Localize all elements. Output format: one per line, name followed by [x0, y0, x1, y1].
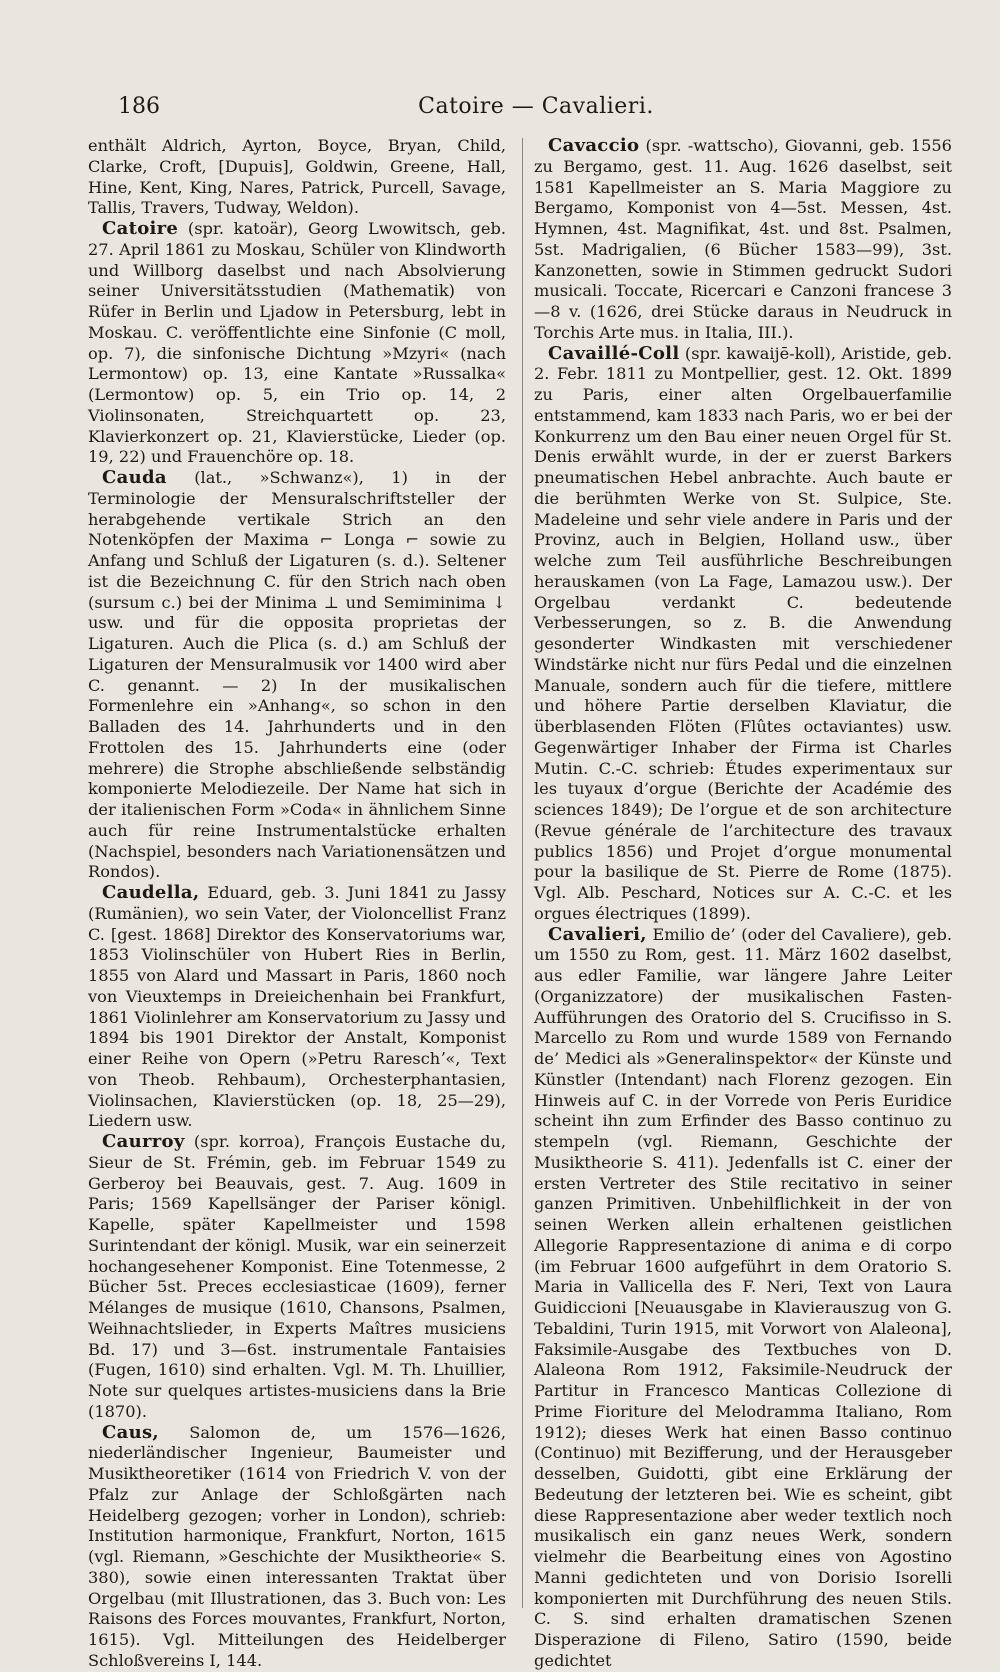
- entry-text: enthält Aldrich, Ayrton, Boyce, Bryan, Child, Clarke, Croft, [Dupuis], Goldwin, Greene, Hall, Hine, Kent, King, Nares, Patrick, Purcell, Savage, Tallis, Travers, Tudway, Weldon).: [88, 136, 506, 218]
- page-number: 186: [118, 94, 160, 119]
- entry-text: Eduard, geb. 3. Juni 1841 zu Jassy (Rumänien), wo sein Vater, der Violoncellist Franz C. [gest. 1868] Direktor des Konservatoriums war, 1853 Violinschüler von Hubert Ries in Berlin, 1855 von Alard und Massart in Paris, 1860 noch von Vieuxtemps in Dreieichenhain bei Frankfurt, 1861 Violinlehrer am Konservatorium zu Jassy und 1894 bis 1901 Direktor der Anstalt, Komponist einer Reihe von Opern (»Petru Rareschʼ«, Text von Theob. Rehbaum), Orchesterphantasien, Violinsachen, Klavierstücken (op. 18, 25—29), Liedern usw.: [88, 883, 506, 1131]
- headword: Cavaccio: [548, 135, 640, 156]
- column-rule: [522, 138, 523, 1608]
- entry-cavalieri: [534, 925, 952, 1672]
- entry-continuation: [88, 136, 506, 219]
- headword: Caus,: [102, 1421, 159, 1443]
- entry-text: (spr. korroa), François Eustache du, Sieur de St. Frémin, geb. im Februar 1549 zu Gerberoy bei Beauvais, gest. 7. Aug. 1609 in Paris; 1569 Kapellsänger der Pariser königl. Kapelle, später Kapellmeister und 1598 Surintendant der königl. Musik, war ein seinerzeit hochangesehener Komponist. Eine Totenmesse, 2 Bücher 5st. Preces ecclesiasticae (1609), ferner Mélanges de musique (1610, Chansons, Psalmen, Weihnachtslieder, in Experts Maîtres musiciens Bd. 17) und 3—6st. instrumentale Fantaisies (Fugen, 1610) sind erhalten. Vgl. M. Th. Lhuillier, Note sur quelques artistes-musiciens dans la Brie (1870).: [88, 1132, 506, 1421]
- entry-caurroy: [88, 1132, 506, 1423]
- headword: Cavalieri,: [548, 923, 647, 945]
- entry-cavaille-coll: [534, 344, 952, 925]
- left-column: [88, 136, 506, 1670]
- page-header: [118, 94, 954, 128]
- entry-text: (spr. katoär), Georg Lwowitsch, geb. 27. April 1861 zu Moskau, Schüler von Klindworth und Willborg daselbst und nach Absolvierung seiner Universitätsstudien (Mathematik) von Rüfer in Berlin und Ljadow in Petersburg, lebt in Moskau. C. veröffentlichte eine Sinfonie (C moll, op. 7), die sinfonische Dichtung »Mzyri« (nach Lermontow) op. 13, eine Kantate »Russalka« (Lermontow) op. 5, ein Trio op. 14, 2 Violinsonaten, Streichquartett op. 23, Klavierkonzert op. 21, Klavierstücke, Lieder (op. 19, 22) und Frauenchöre op. 18.: [88, 219, 506, 467]
- headword: Cavaillé-Coll: [548, 342, 680, 364]
- entry-caudella: [88, 883, 506, 1132]
- entry-text: (spr. kawaijē-koll), Aristide, geb. 2. Febr. 1811 zu Montpellier, gest. 12. Okt. 1899 zu Paris, einer alten Orgelbauerfamilie entstammend, kam 1833 nach Paris, wo er bei der Konkurrenz um den Bau einer neuen Orgel für St. Denis erwählt wurde, in der er zuerst Barkers pneumatischen Hebel anbrachte. Auch baute er die berühmten Werke von St. Sulpice, Ste. Madeleine und sehr viele andere in Paris und der Provinz, auch in Belgien, Holland usw., über welche zum Teil ausführliche Beschreibungen herauskamen (von La Fage, Lamazou usw.). Der Orgelbau verdankt C. bedeutende Verbesserungen, so z. B. die Anwendung gesonderter Windkasten mit verschiedener Windstärke nicht nur fürs Pedal und die einzelnen Manuale, sondern auch für die tiefere, mittlere und höhere Partie derselben Klaviatur, die überblasenden Flöten (Flûtes octaviantes) usw. Gegenwärtiger Inhaber der Firma ist Charles Mutin. C.-C. schrieb: Études experimentaux sur les tuyaux d’orgue (Berichte der Académie des sciences 1849); De l’orgue et de son architecture (Revue générale de l’architecture des travaux publics 1856) und Projet d’orgue monumental pour la basilique de St. Pierre de Rome (1875). Vgl. Alb. Peschard, Notices sur A. C.-C. et les orgues électriques (1899).: [534, 343, 952, 923]
- headword: Catoire: [102, 218, 179, 239]
- entry-cavaccio: [534, 136, 952, 344]
- entry-text: Salomon de, um 1576—1626, niederländischer Ingenieur, Baumeister und Musiktheoretiker (1614 von Friedrich V. von der Pfalz zur Anlage der Schloßgärten nach Heidelberg gezogen; vorher in London), schrieb: Institution harmonique, Frankfurt, Norton, 1615 (vgl. Riemann, »Geschichte der Musiktheorie« S. 380), sowie einen interessanten Traktat über Orgelbau (mit Illustrationen, das 3. Buch von: Les Raisons des Forces mouvantes, Frankfurt, Norton, 1615). Vgl. Mitteilungen des Heidelberger Schloßvereins I, 144.: [88, 1422, 506, 1670]
- entry-text: Emilio de’ (oder del Cavaliere), geb. um 1550 zu Rom, gest. 11. März 1602 daselbst, aus edler Familie, war längere Jahre Leiter (Organizzatore) der musikalischen Fasten-Aufführungen des Oratorio del S. Crucifisso in S. Marcello zu Rom und wurde 1589 von Fernando de’ Medici als »Generalinspektor« der Künste und Künstler (Intendant) nach Florenz gezogen. Ein Hinweis auf C. in der Vorrede von Peris Euridice scheint ihn zum Erfinder des Basso continuo zu stempeln (vgl. Riemann, Geschichte der Musiktheorie S. 411). Jedenfalls ist C. einer der ersten Vertreter des Stile recitativo in seiner ganzen Primitiven. Unbehilflichkeit in der von seinen Werken allein erhaltenen geistlichen Allegorie Rappresentazione di anima e di corpo (im Februar 1600 aufgeführt in dem Oratorio S. Maria in Vallicella des F. Neri, Text von Laura Guidiccioni [Neuausgabe in Klavierauszug von G. Tebaldini, Turin 1915, mit Vorwort von Alaleona], Faksimile-Ausgabe des Textbuches von D. Alaleona Rom 1912, Faksimile-Neudruck der Partitur in Francesco Manticas Collezione di Prime Fioriture del Melodramma Italiano, Rom 1912); dieses Werk hat einen Basso continuo (Continuo) mit Bezifferung, und der Herausgeber desselben, Guidotti, gibt eine Erklärung der Bedeutung der letzteren bei. Wie es scheint, gibt diese Rappresentazione aber weder textlich noch musikalisch ein ganz neues Werk, sondern vielmehr die Bearbeitung eines von Agostino Manni gedichteten und von Dorisio Isorelli komponierten mit Durchführung des neuen Stils. C. S. sind erhalten dramatischen Szenen Disperazione di Fileno, Satiro (1590, beide gedichtet: [534, 924, 952, 1670]
- entry-catoire: [88, 219, 506, 468]
- headword: Caudella,: [102, 882, 200, 903]
- entry-caus: [88, 1423, 506, 1672]
- right-column: [534, 135, 952, 1670]
- entry-text: (spr. -wattscho), Giovanni, geb. 1556 zu Bergamo, gest. 11. Aug. 1626 daselbst, seit 1581 Kapellmeister an S. Maria Maggiore zu Bergamo, Komponist von 4—5st. Messen, 4st. Hymnen, 4st. Magnifikat, 4st. und 8st. Psalmen, 5st. Madrigalien, (6 Bücher 1583—99), 3st. Kanzonetten, sowie in Stimmen gedruckt Sudori musicali. Toccate, Ricercari e Canzoni francese 3—8 v. (1626, drei Stücke daraus in Neudruck in Torchis Arte mus. in Italia, III.).: [534, 136, 952, 342]
- running-head: Catoire — Cavalieri.: [418, 94, 654, 119]
- headword: Caurroy: [102, 1131, 185, 1152]
- entry-cauda: [88, 468, 506, 883]
- headword: Cauda: [102, 467, 167, 488]
- entry-text: (lat., »Schwanz«), 1) in der Terminologie der Mensuralschriftsteller der herabgehende vertikale Strich an den Notenköpfen der Maxima ⌐ Longa ⌐ sowie zu Anfang und Schluß der Ligaturen (s. d.). Seltener ist die Bezeichnung C. für den Strich nach oben (sursum c.) bei der Minima ⊥ und Semiminima ↓ usw. und für die opposita proprietas der Ligaturen. Auch die Plica (s. d.) am Schluß der Ligaturen der Mensuralmusik vor 1400 wird aber C. genannt. — 2) In der musikalischen Formenlehre ein »Anhang«, so schon in den Balladen des 14. Jahrhunderts und in den Frottolen des 15. Jahrhunderts eine (oder mehrere) die Strophe abschließende selbständig komponierte Melodiezeile. Der Name hat sich in der italienischen Form »Coda« in ähnlichem Sinne auch für reine Instrumentalstücke erhalten (Nachspiel, besonders nach Variationensätzen und Rondos).: [88, 468, 506, 882]
